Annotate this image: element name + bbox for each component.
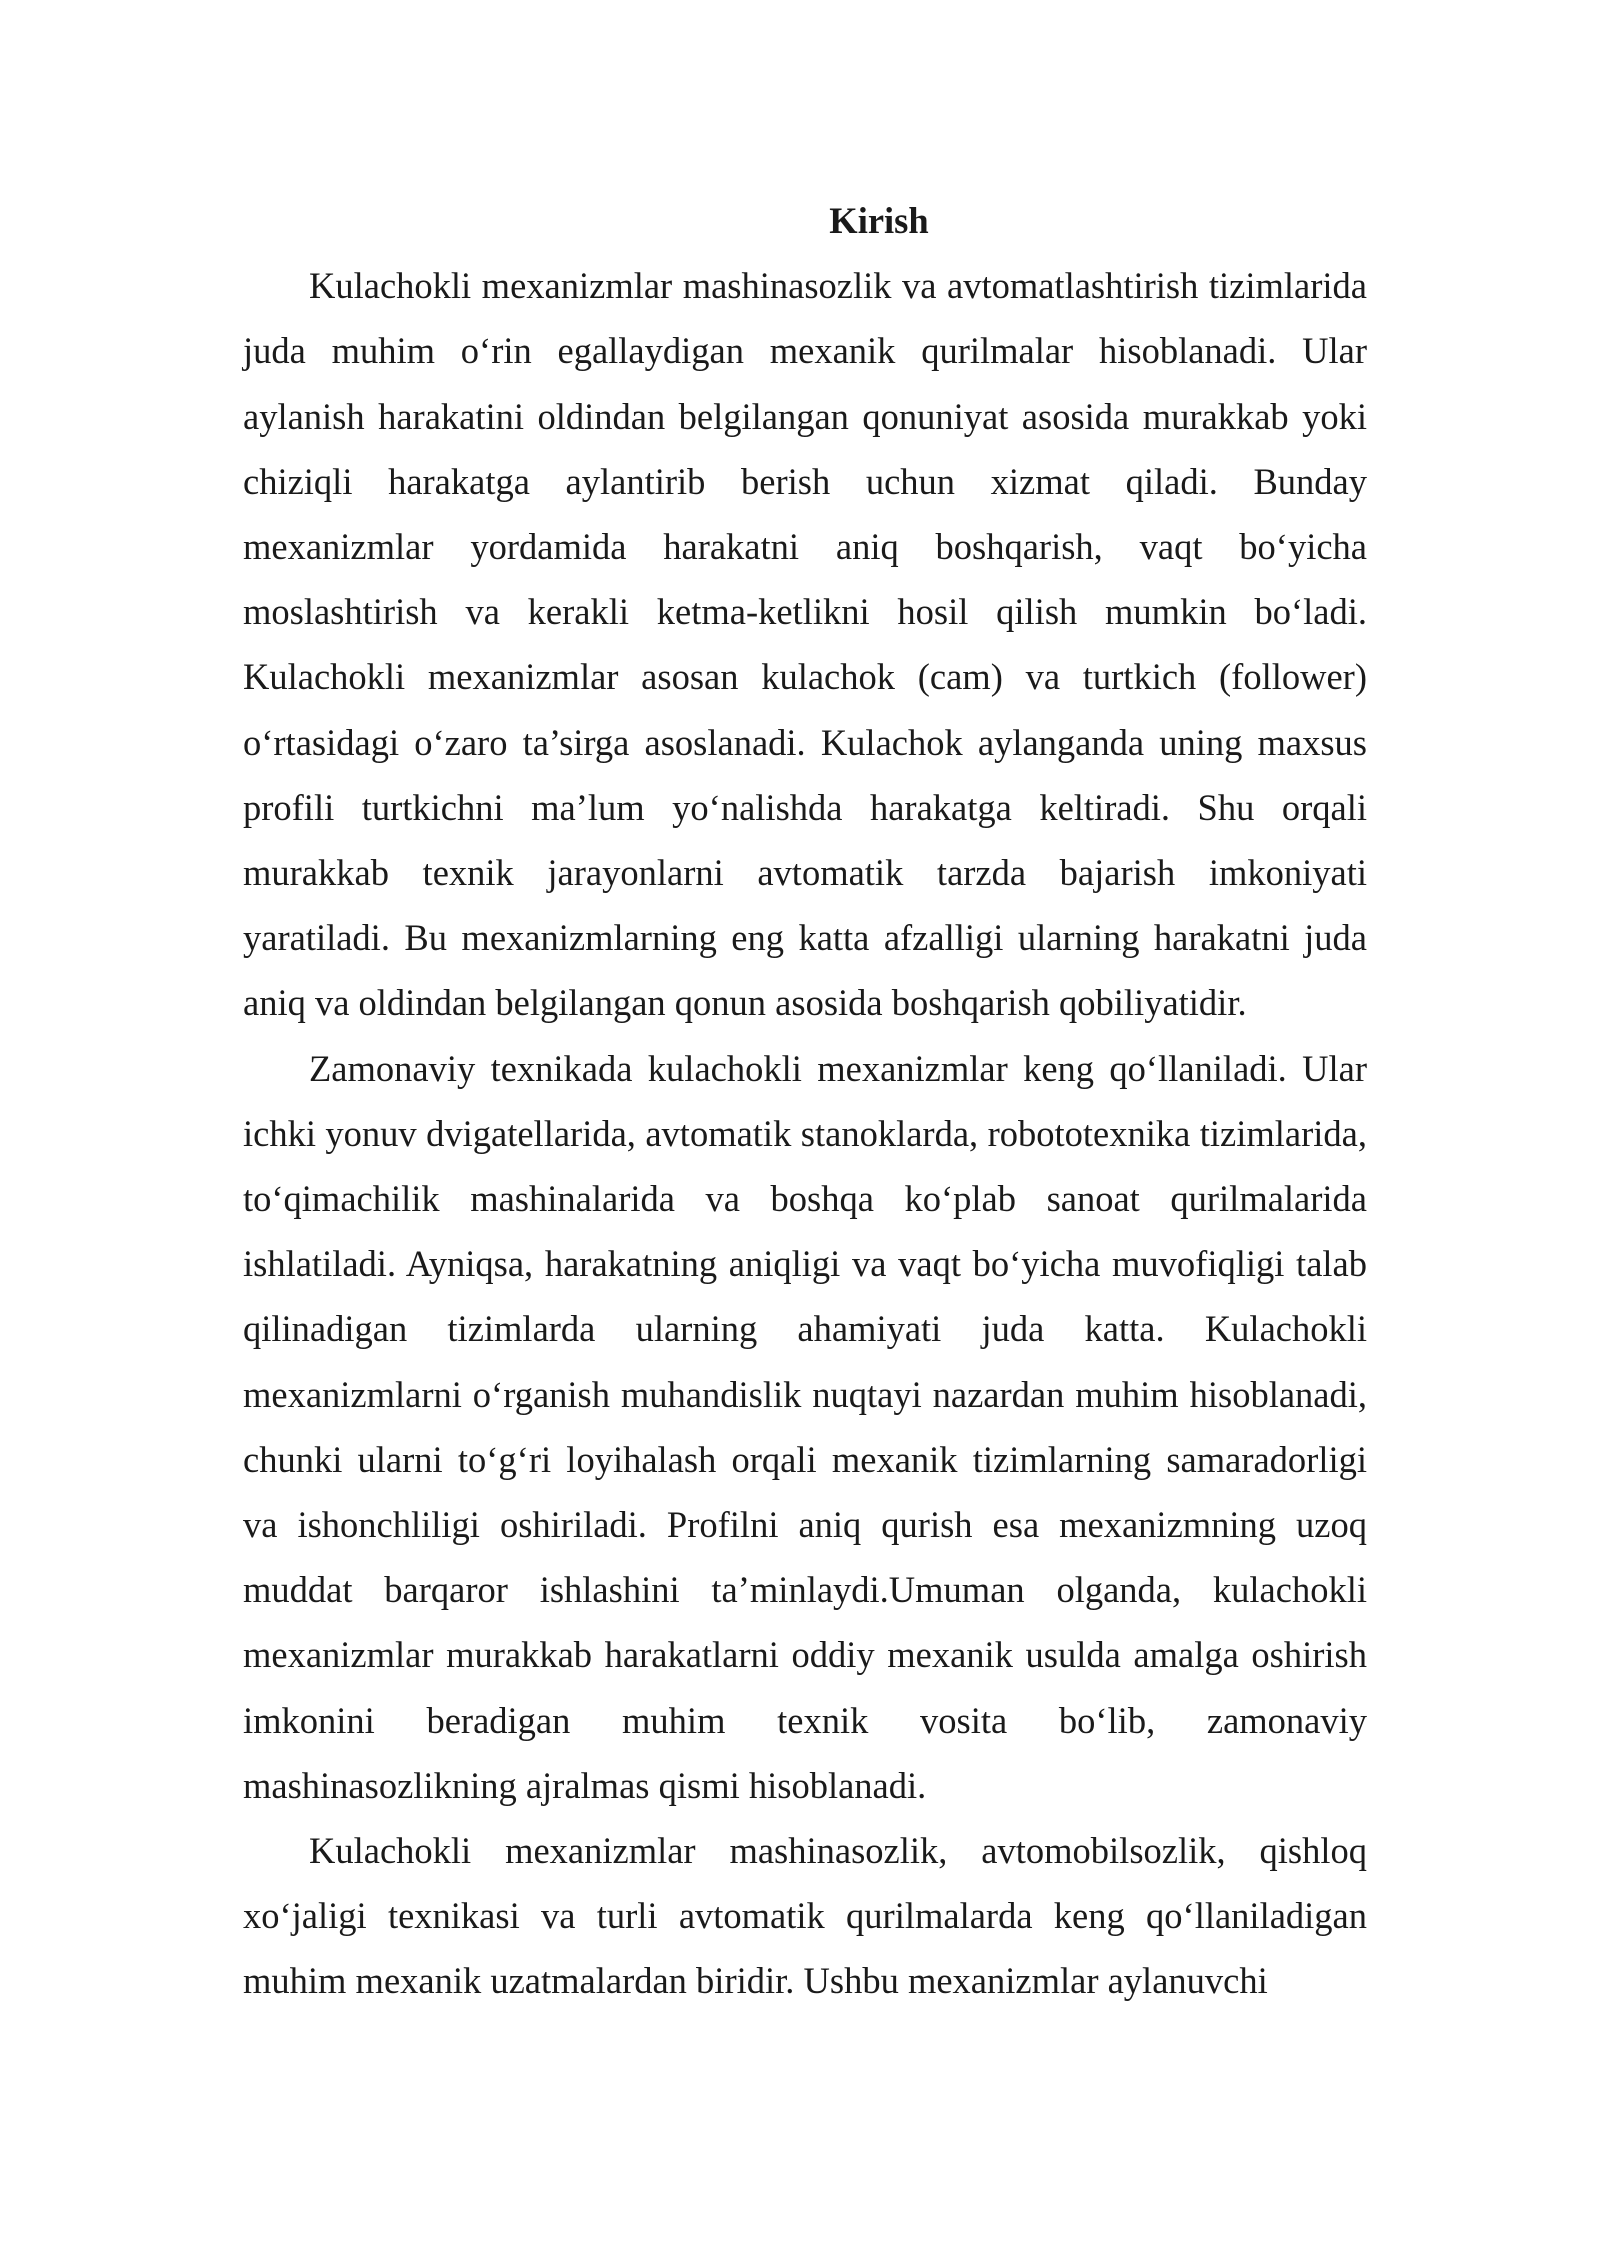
paragraph-3: Kulachokli mexanizmlar mashinasozlik, avtomobilsozlik, qishloq xo‘jaligi texnikasi va turli avtomatik qurilmalarda keng qo‘llaniladigan muhim mexanik uzatmalardan biridir. Ushbu mexanizmlar aylanuvchi <box>243 1830 1367 2002</box>
section-title: Kirish <box>829 200 929 241</box>
document-body <box>243 188 1367 2014</box>
paragraph-2: Zamonaviy texnikada kulachokli mexanizmlar keng qo‘llaniladi. Ular ichki yonuv dvigatellarida, avtomatik stanoklarda, robototexnika tizimlarida, to‘qimachilik mashinalarida va boshqa ko‘plab sanoat qurilmalarida ishlatiladi. Ayniqsa, harakatning aniqligi va vaqt bo‘yicha muvofiqligi talab qilinadigan tizimlarda ularning ahamiyati juda katta. Kulachokli mexanizmlarni o‘rganish muhandislik nuqtayi nazardan muhim hisoblanadi, chunki ularni to‘g‘ri loyihalash orqali mexanik tizimlarning samaradorligi va ishonchliligi oshiriladi. Profilni aniq qurish esa mexanizmning uzoq muddat barqaror ishlashini ta’minlaydi.Umuman olganda, kulachokli mexanizmlar murakkab harakatlarni oddiy mexanik usulda amalga oshirish imkonini beradigan muhim texnik vosita bo‘lib, zamonaviy mashinasozlikning ajralmas qismi hisoblanadi. <box>243 1047 1367 1806</box>
paragraph-1: Kulachokli mexanizmlar mashinasozlik va avtomatlashtirish tizimlarida juda muhim o‘rin egallaydigan mexanik qurilmalar hisoblanadi. Ular aylanish harakatini oldindan belgilangan qonuniyat asosida murakkab yoki chiziqli harakatga aylantirib berish uchun xizmat qiladi. Bunday mexanizmlar yordamida harakatni aniq boshqarish, vaqt bo‘yicha moslashtirish va kerakli ketma-ketlikni hosil qilish mumkin bo‘ladi. Kulachokli mexanizmlar asosan kulachok (cam) va turtkich (follower) o‘rtasidagi o‘zaro ta’sirga asoslanadi. Kulachok aylanganda uning maxsus profili turtkichni ma’lum yo‘nalishda harakatga keltiradi. Shu orqali murakkab texnik jarayonlarni avtomatik tarzda bajarish imkoniyati yaratiladi. Bu mexanizmlarning eng katta afzalligi ularning harakatni juda aniq va oldindan belgilangan qonun asosida boshqarish qobiliyatidir. <box>243 265 1367 1024</box>
